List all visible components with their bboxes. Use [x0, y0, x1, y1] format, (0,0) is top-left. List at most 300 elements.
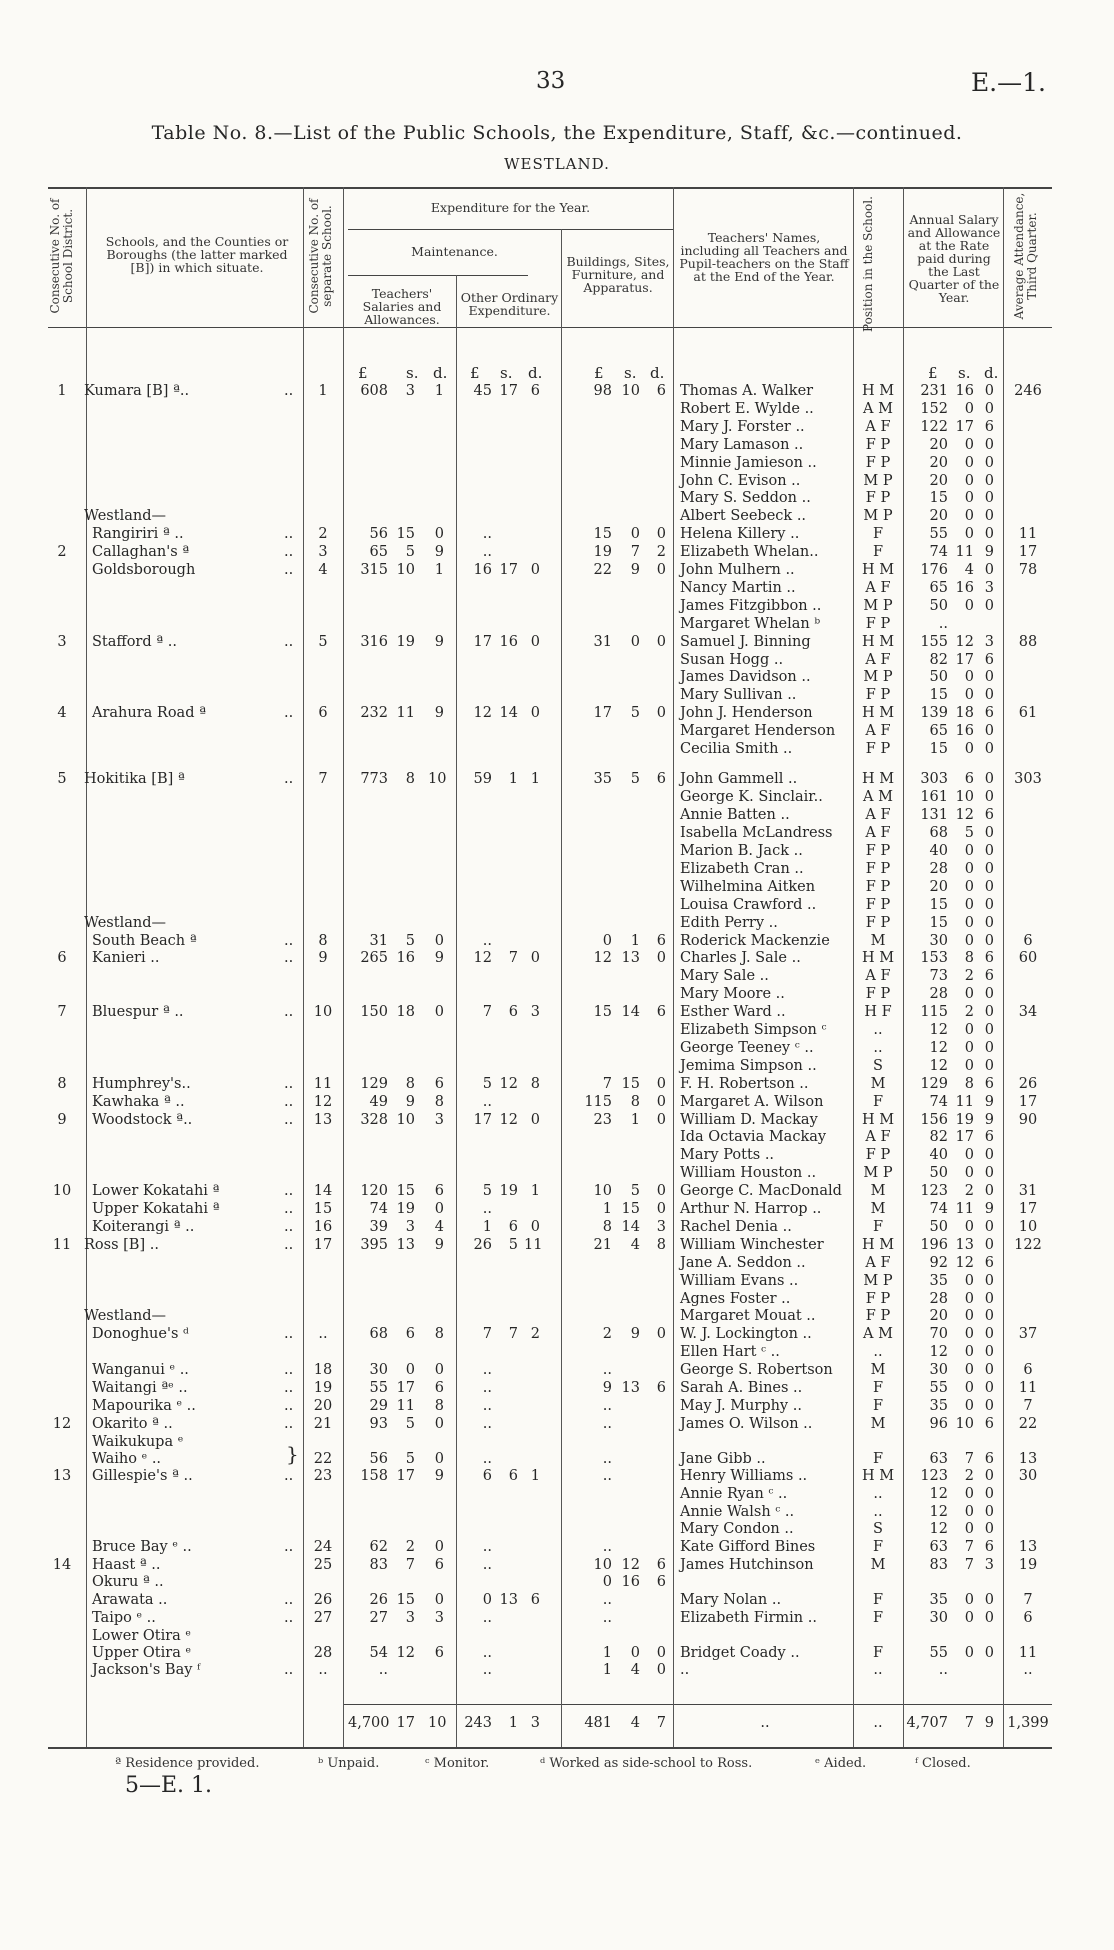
annual-salary-pence: 6 — [984, 651, 994, 668]
salaries-pence: 0 — [434, 932, 444, 949]
total-other-pence: 3 — [530, 1715, 540, 1731]
school-number: 1 — [318, 383, 328, 399]
footnote-monitor: ᶜ Monitor. — [425, 1756, 490, 1771]
salaries-shillings: 17 — [396, 1380, 415, 1397]
buildings-pounds: 1 — [602, 1201, 612, 1218]
leader-dots: .. — [284, 1592, 294, 1609]
footnote-aided: ᵉ Aided. — [815, 1756, 867, 1771]
teacher-name: W. J. Lockington .. — [680, 1326, 812, 1343]
buildings-pence: 0 — [656, 1201, 666, 1218]
annual-salary-pounds: 35 — [929, 1397, 948, 1414]
school-name: Bruce Bay ᵉ .. — [92, 1539, 192, 1556]
teacher-position: F — [872, 1397, 884, 1414]
annual-salary-pence: 0 — [984, 1147, 994, 1164]
annual-salary-pence: 0 — [984, 1610, 994, 1627]
school-name: Jackson's Bay ᶠ — [92, 1661, 201, 1678]
teacher-position: M P — [863, 669, 893, 686]
total-other-shillings: 1 — [508, 1715, 518, 1731]
leader-dots: .. — [284, 1380, 294, 1397]
buildings-pence: 6 — [656, 1574, 666, 1591]
annual-salary-shillings: 0 — [964, 1485, 974, 1502]
header-expenditure: Expenditure for the Year. — [430, 200, 591, 215]
buildings-pence: 0 — [656, 1075, 666, 1092]
teacher-position: F P — [865, 436, 891, 453]
header-other: Other Ordinary Expenditure. — [460, 290, 559, 318]
unit-pound: £ — [928, 364, 938, 382]
salaries-shillings: 19 — [396, 1201, 415, 1218]
teacher-name: Elizabeth Firmin .. — [680, 1610, 817, 1627]
average-attendance: 26 — [1018, 1075, 1038, 1092]
annual-salary-shillings: 2 — [964, 1183, 974, 1200]
annual-salary-shillings: 0 — [964, 472, 974, 489]
buildings-pounds: 19 — [593, 544, 612, 561]
school-number: 22 — [313, 1450, 333, 1467]
salaries-pounds: 39 — [369, 1218, 388, 1235]
leader-dots: .. — [284, 705, 294, 722]
salaries-pence: 6 — [434, 1557, 444, 1574]
school-name: Rangiriri ª .. — [92, 526, 184, 543]
header-salary: Annual Salary and Allowance at the Rate paid during the Last Quarter of the Year. — [907, 212, 1001, 305]
teacher-position: S — [873, 1057, 883, 1074]
buildings-pounds: 12 — [593, 950, 612, 967]
brace: } — [286, 1441, 299, 1466]
annual-salary-pence: 0 — [984, 669, 994, 686]
footnote-residence: ª Residence provided. — [115, 1756, 260, 1771]
other-expenditure-shillings: 5 — [508, 1236, 518, 1253]
teacher-name: Helena Killery .. — [680, 526, 800, 543]
annual-salary-pence: 0 — [984, 1057, 994, 1074]
annual-salary-pounds: 35 — [929, 1592, 948, 1609]
other-expenditure-pence: 0 — [530, 1111, 540, 1128]
annual-salary-pounds: 152 — [920, 400, 948, 417]
annual-salary-pence: 6 — [984, 1415, 994, 1432]
annual-salary-pounds: 55 — [929, 526, 948, 543]
salaries-pence: 9 — [434, 1236, 444, 1253]
buildings-pence: 0 — [656, 1183, 666, 1200]
buildings-pounds: 15 — [593, 1004, 612, 1021]
annual-salary-pence: 0 — [984, 400, 994, 417]
teacher-name: F. H. Robertson .. — [680, 1075, 809, 1092]
other-expenditure-pounds: 12 — [473, 705, 492, 722]
teacher-position: A F — [865, 723, 891, 740]
salaries-shillings: 5 — [405, 1415, 415, 1432]
leader-dots: .. — [284, 1111, 294, 1128]
teacher-name: Margaret Whelan ᵇ — [680, 615, 821, 632]
teacher-name: Mary S. Seddon .. — [680, 490, 811, 507]
annual-salary-pounds: 83 — [929, 1557, 948, 1574]
buildings-pounds: 7 — [602, 1075, 612, 1092]
teacher-position: F — [872, 1093, 884, 1110]
buildings-shillings: 4 — [630, 1661, 640, 1678]
teacher-position: F — [872, 1380, 884, 1397]
salaries-shillings: 3 — [405, 383, 415, 399]
unit-pound: £ — [470, 364, 480, 382]
buildings-shillings: 14 — [621, 1004, 640, 1021]
annual-salary-shillings: 2 — [964, 968, 974, 985]
total-position: .. — [873, 1715, 883, 1731]
school-number: 6 — [318, 705, 328, 722]
table-title: Table No. 8.—List of the Public Schools, the Expenditure, Staff, &c.—continued. — [151, 122, 963, 144]
other-expenditure-pounds: 6 — [482, 1467, 492, 1484]
annual-salary-shillings: 16 — [955, 579, 974, 596]
annual-salary-pence: 9 — [984, 1093, 994, 1110]
teacher-position: .. — [873, 1022, 883, 1039]
teacher-name: Margaret Henderson — [680, 723, 836, 740]
other-expenditure-pence: 1 — [530, 1183, 540, 1200]
school-name: Wanganui ᵉ .. — [92, 1362, 189, 1379]
annual-salary-shillings: 0 — [964, 1592, 974, 1609]
other-expenditure-pounds: .. — [482, 1661, 492, 1678]
buildings-shillings: 16 — [621, 1574, 640, 1591]
salaries-pence: 0 — [434, 1362, 444, 1379]
salaries-pence: 9 — [434, 1467, 444, 1484]
annual-salary-pounds: 20 — [929, 878, 948, 895]
school-number: 3 — [318, 544, 328, 561]
average-attendance: 17 — [1018, 1093, 1038, 1110]
annual-salary-pence: 0 — [984, 597, 994, 614]
average-attendance: 90 — [1018, 1111, 1038, 1128]
average-attendance: 78 — [1018, 562, 1038, 578]
teacher-position: F P — [865, 878, 891, 895]
annual-salary-pence: 9 — [984, 1111, 994, 1128]
annual-salary-shillings: 7 — [964, 1557, 974, 1574]
district-number: 11 — [52, 1236, 72, 1253]
annual-salary-shillings: 12 — [955, 1254, 974, 1271]
teacher-position: F P — [865, 1308, 891, 1325]
salaries-pounds: 65 — [369, 544, 388, 561]
other-expenditure-pence: 0 — [530, 950, 540, 967]
annual-salary-pence: 0 — [984, 1290, 994, 1307]
teacher-name: Kate Gifford Bines — [680, 1539, 816, 1556]
annual-salary-pence: 0 — [984, 878, 994, 895]
other-expenditure-pounds: 45 — [473, 383, 492, 399]
salaries-shillings: 3 — [405, 1610, 415, 1627]
teacher-name: James Davidson .. — [680, 669, 811, 686]
annual-salary-shillings: 0 — [964, 597, 974, 614]
annual-salary-pounds: 15 — [929, 490, 948, 507]
teacher-position: H F — [864, 1004, 892, 1021]
other-expenditure-pounds: 5 — [482, 1183, 492, 1200]
teacher-position: F — [872, 1592, 884, 1609]
other-expenditure-pence: 1 — [530, 1467, 540, 1484]
teacher-name: Albert Seebeck .. — [680, 508, 807, 525]
leader-dots: .. — [284, 771, 294, 788]
other-expenditure-pence: 11 — [524, 1236, 543, 1253]
buildings-pence: 0 — [656, 562, 666, 578]
annual-salary-pence: 0 — [984, 472, 994, 489]
teacher-position: .. — [873, 1661, 883, 1678]
other-expenditure-pounds: 5 — [482, 1075, 492, 1092]
header-teachers: Teachers' Names, including all Teachers and Pupil-teachers on the Staff at the End of the Year. — [679, 230, 849, 284]
average-attendance: 246 — [1014, 383, 1042, 399]
buildings-pounds: 10 — [593, 1183, 612, 1200]
buildings-pounds: 23 — [593, 1111, 612, 1128]
average-attendance: 22 — [1018, 1415, 1038, 1432]
annual-salary-shillings: 2 — [964, 1004, 974, 1021]
annual-salary-pounds: 15 — [929, 896, 948, 913]
salaries-shillings: 8 — [405, 1075, 415, 1092]
buildings-pounds: 2 — [602, 1326, 612, 1343]
annual-salary-pounds: 122 — [920, 418, 948, 435]
average-attendance: 88 — [1018, 633, 1038, 650]
annual-salary-pounds: 15 — [929, 741, 948, 757]
annual-salary-pence: 3 — [984, 1557, 994, 1574]
annual-salary-shillings: 8 — [964, 950, 974, 967]
salaries-pounds: 68 — [369, 1326, 388, 1343]
average-attendance: 31 — [1018, 1183, 1038, 1200]
annual-salary-shillings: 0 — [964, 1290, 974, 1307]
teacher-position: F — [872, 544, 884, 561]
annual-salary-pence: 0 — [984, 1592, 994, 1609]
school-name: Arawata .. — [92, 1592, 168, 1609]
unit-shilling: s. — [500, 364, 513, 382]
average-attendance: 6 — [1023, 932, 1033, 949]
annual-salary-pence: 0 — [984, 562, 994, 578]
annual-salary-pence: 6 — [984, 1450, 994, 1467]
unit-pence: d. — [433, 364, 448, 382]
salaries-pence: 8 — [434, 1397, 444, 1414]
annual-salary-shillings: 8 — [964, 1075, 974, 1092]
annual-salary-pounds: 70 — [929, 1326, 948, 1343]
header-district-no: Consecutive No. of School District. — [48, 198, 75, 314]
annual-salary-shillings: 0 — [964, 1380, 974, 1397]
salaries-pence: 0 — [434, 1004, 444, 1021]
teacher-name: Jemima Simpson .. — [680, 1057, 817, 1074]
teacher-name: Charles J. Sale .. — [680, 950, 801, 967]
other-expenditure-pence: 8 — [530, 1075, 540, 1092]
annual-salary-pence: 0 — [984, 1503, 994, 1520]
annual-salary-pounds: 40 — [929, 843, 948, 860]
annual-salary-pounds: 123 — [920, 1183, 948, 1200]
salaries-shillings: 5 — [405, 544, 415, 561]
teacher-position: M P — [863, 1165, 893, 1182]
salaries-pounds: 232 — [360, 705, 388, 722]
teacher-name: James O. Wilson .. — [680, 1415, 813, 1432]
annual-salary-pence: 0 — [984, 1236, 994, 1253]
buildings-pence: 0 — [656, 1661, 666, 1678]
average-attendance: 19 — [1018, 1557, 1038, 1574]
buildings-pounds: .. — [602, 1362, 612, 1379]
other-expenditure-pence: 0 — [530, 562, 540, 578]
annual-salary-pounds: 20 — [929, 472, 948, 489]
annual-salary-pence: 6 — [984, 807, 994, 824]
annual-salary-shillings: 0 — [964, 1610, 974, 1627]
buildings-shillings: 0 — [630, 633, 640, 650]
teacher-name: William D. Mackay — [680, 1111, 818, 1128]
teacher-name: Mary Potts .. — [680, 1147, 775, 1164]
annual-salary-shillings: 11 — [955, 1201, 974, 1218]
other-expenditure-shillings: 12 — [499, 1111, 518, 1128]
annual-salary-shillings: 0 — [964, 1503, 974, 1520]
annual-salary-pounds: 82 — [929, 651, 948, 668]
annual-salary-pence: 0 — [984, 508, 994, 525]
buildings-shillings: 9 — [630, 1326, 640, 1343]
salaries-pence: 6 — [434, 1075, 444, 1092]
school-name: Upper Kokatahi ª — [92, 1201, 220, 1218]
school-name: Stafford ª .. — [92, 633, 177, 650]
other-expenditure-pounds: 1 — [482, 1218, 492, 1235]
annual-salary-pence: 0 — [984, 932, 994, 949]
buildings-pounds: 9 — [602, 1380, 612, 1397]
teacher-name: Mary Condon .. — [680, 1521, 794, 1538]
average-attendance: 7 — [1023, 1397, 1033, 1414]
total-annual-pence: 9 — [984, 1715, 994, 1731]
buildings-pence: 0 — [656, 705, 666, 722]
annual-salary-pounds: 55 — [929, 1380, 948, 1397]
teacher-position: .. — [873, 1039, 883, 1056]
teacher-name: Arthur N. Harrop .. — [680, 1201, 822, 1218]
teacher-name: George K. Sinclair.. — [680, 789, 823, 806]
annual-salary-pence: 0 — [984, 454, 994, 471]
teacher-name: William Winchester — [680, 1236, 824, 1253]
teacher-name: John Gammell .. — [680, 771, 798, 788]
annual-salary-pence: 6 — [984, 1129, 994, 1146]
salaries-pence: 8 — [434, 1093, 444, 1110]
buildings-shillings: 5 — [630, 705, 640, 722]
salaries-shillings: 10 — [396, 1111, 415, 1128]
footnote-closed: ᶠ Closed. — [915, 1756, 971, 1771]
teacher-position: F P — [865, 896, 891, 913]
salaries-pounds: 30 — [369, 1362, 388, 1379]
teacher-name: Louisa Crawford .. — [680, 896, 817, 913]
salaries-shillings: 7 — [405, 1557, 415, 1574]
annual-salary-pence: 0 — [984, 741, 994, 757]
school-number: 7 — [318, 771, 328, 788]
teacher-position: M P — [863, 508, 893, 525]
buildings-pounds: .. — [602, 1539, 612, 1556]
annual-salary-pounds: 303 — [920, 771, 948, 788]
annual-salary-pence: 0 — [984, 789, 994, 806]
teacher-position: A F — [865, 1129, 891, 1146]
school-name: Kumara [B] ª.. — [84, 383, 190, 399]
salaries-pence: 3 — [434, 1111, 444, 1128]
school-name: Callaghan's ª — [92, 544, 190, 561]
header-maintenance: Maintenance. — [411, 244, 498, 259]
teacher-name: James Hutchinson — [680, 1557, 814, 1574]
teacher-name: Margaret Mouat .. — [680, 1308, 816, 1325]
annual-salary-pence: 6 — [984, 1075, 994, 1092]
total-annual-shillings: 7 — [964, 1715, 974, 1731]
school-number: 21 — [313, 1415, 333, 1432]
buildings-pounds: .. — [602, 1610, 612, 1627]
buildings-shillings: 7 — [630, 544, 640, 561]
teacher-position: A F — [865, 579, 891, 596]
leader-dots: .. — [284, 562, 294, 578]
salaries-shillings: 15 — [396, 526, 415, 543]
annual-salary-shillings: 0 — [964, 860, 974, 877]
school-name: Waikukupa ᵉ — [92, 1433, 184, 1450]
leader-dots: .. — [284, 1362, 294, 1379]
annual-salary-pounds: 35 — [929, 1272, 948, 1289]
school-name: Lower Otira ᵉ — [92, 1627, 192, 1644]
salaries-pounds: 29 — [369, 1397, 388, 1414]
teacher-position: M — [870, 1201, 886, 1218]
buildings-shillings: 10 — [621, 383, 640, 399]
other-expenditure-pence: 0 — [530, 1218, 540, 1235]
salaries-pence: 0 — [434, 1450, 444, 1467]
leader-dots: .. — [284, 1539, 294, 1556]
annual-salary-pounds: 50 — [929, 597, 948, 614]
teacher-name: Samuel J. Binning — [680, 633, 811, 650]
district-number: 1 — [57, 383, 67, 399]
teacher-position: F — [872, 1450, 884, 1467]
average-attendance: 34 — [1018, 1004, 1038, 1021]
school-number: 13 — [313, 1111, 333, 1128]
annual-salary-pence: 3 — [984, 633, 994, 650]
teacher-name: William Houston .. — [680, 1165, 817, 1182]
school-name: Hokitika [B] ª — [84, 771, 185, 788]
annual-salary-pence: 0 — [984, 1397, 994, 1414]
teacher-position: F P — [865, 986, 891, 1003]
annual-salary-pence: 0 — [984, 723, 994, 740]
annual-salary-pounds: 50 — [929, 669, 948, 686]
schools-table — [48, 187, 1052, 1750]
teacher-position: S — [873, 1521, 883, 1538]
unit-pound: £ — [594, 364, 604, 382]
salaries-pence: 9 — [434, 633, 444, 650]
annual-salary-shillings: 0 — [964, 687, 974, 704]
school-name: Kanieri .. — [92, 950, 160, 967]
annual-salary-pence: 0 — [984, 1218, 994, 1235]
average-attendance: .. — [1023, 1661, 1033, 1678]
teacher-name: Mary Nolan .. — [680, 1592, 782, 1609]
unit-shilling: s. — [958, 364, 971, 382]
buildings-pence: 6 — [656, 1380, 666, 1397]
leader-dots: .. — [284, 1218, 294, 1235]
school-number: 8 — [318, 932, 328, 949]
leader-dots: .. — [284, 1093, 294, 1110]
average-attendance: 30 — [1018, 1467, 1038, 1484]
school-name: Koiterangi ª .. — [92, 1218, 195, 1235]
annual-salary-shillings: 0 — [964, 914, 974, 931]
annual-salary-pounds: 12 — [929, 1039, 948, 1056]
leader-dots: .. — [284, 1326, 294, 1343]
teacher-position: M — [870, 1415, 886, 1432]
teacher-position: H M — [861, 562, 895, 578]
salaries-pounds: 62 — [369, 1539, 388, 1556]
district-number: 10 — [52, 1183, 72, 1200]
unit-pound: £ — [358, 364, 368, 382]
salaries-shillings: 8 — [405, 771, 415, 788]
other-expenditure-pounds: 59 — [473, 771, 492, 788]
teacher-name: Jane A. Seddon .. — [680, 1254, 806, 1271]
teacher-position: M P — [863, 472, 893, 489]
annual-salary-pounds: 12 — [929, 1485, 948, 1502]
salaries-pounds: 395 — [360, 1236, 388, 1253]
leader-dots: .. — [284, 544, 294, 561]
teacher-name: Mary Sale .. — [680, 968, 769, 985]
other-expenditure-pounds: 16 — [473, 562, 492, 578]
school-name: Kawhaka ª .. — [92, 1093, 185, 1110]
buildings-shillings: 15 — [621, 1075, 640, 1092]
school-name: Humphrey's.. — [92, 1075, 191, 1092]
other-expenditure-pounds: .. — [482, 544, 492, 561]
salaries-pounds: .. — [378, 1661, 388, 1678]
annual-salary-pounds: 28 — [929, 1290, 948, 1307]
annual-salary-shillings: 7 — [964, 1539, 974, 1556]
annual-salary-pence: 0 — [984, 1521, 994, 1538]
annual-salary-shillings: 0 — [964, 1521, 974, 1538]
school-number: 17 — [313, 1236, 333, 1253]
teacher-name: Thomas A. Walker — [680, 383, 814, 399]
average-attendance: 11 — [1018, 526, 1038, 543]
annual-salary-pounds: 131 — [920, 807, 948, 824]
annual-salary-pence: 9 — [984, 544, 994, 561]
teacher-position: F P — [865, 741, 891, 757]
teacher-position: H M — [861, 633, 895, 650]
annual-salary-shillings: 19 — [955, 1111, 974, 1128]
school-name: Haast ª .. — [92, 1557, 161, 1574]
